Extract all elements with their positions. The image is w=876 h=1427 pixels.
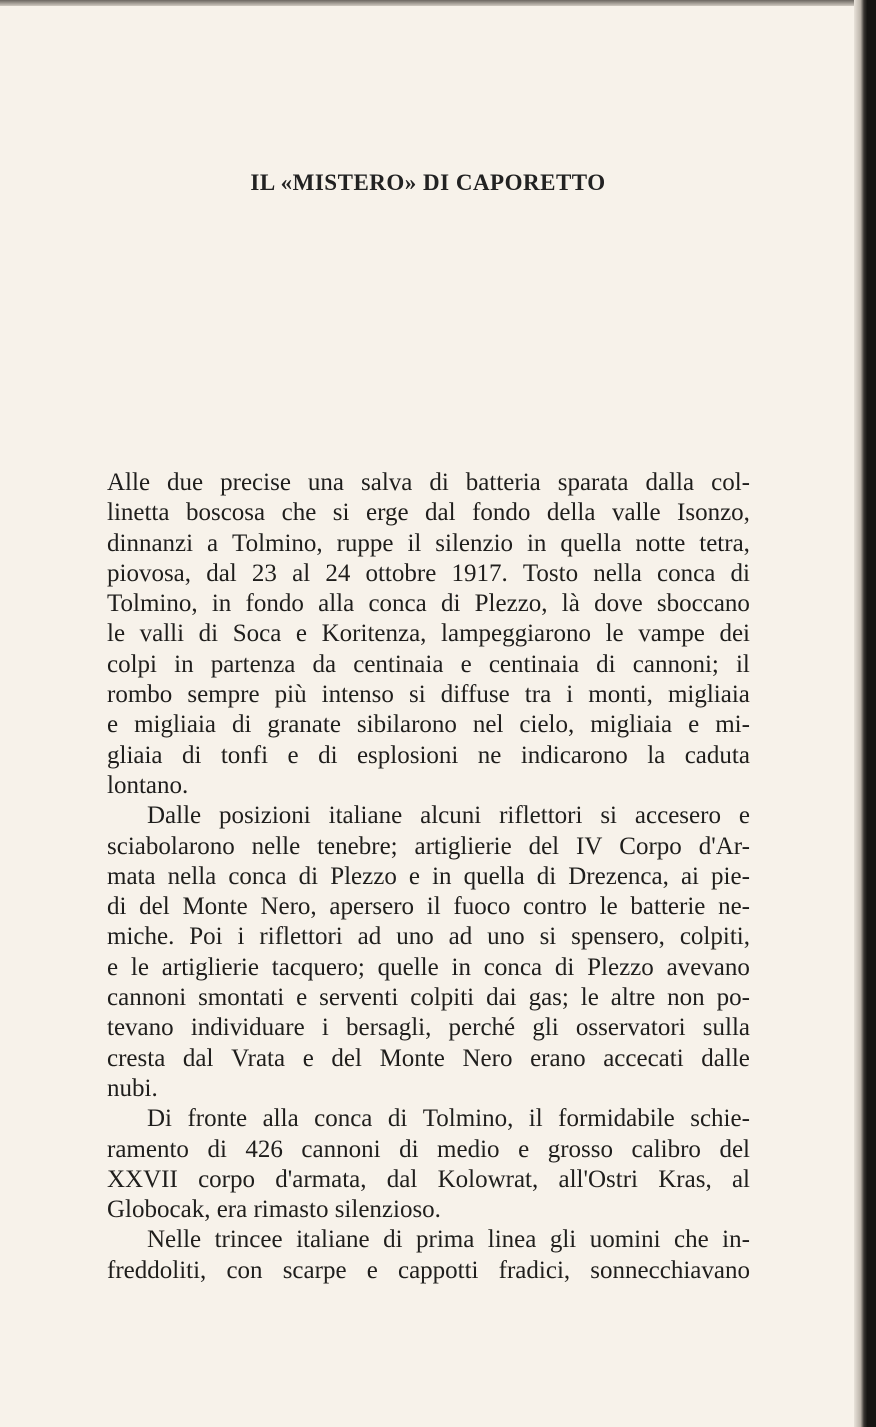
text-line: lontano. [107,771,189,799]
text-line: sciabolarono nelle tenebre; artiglierie del IV Corpo d'Ar- [107,832,750,860]
text-line: Globocak, era rimasto silenzioso. [107,1196,441,1224]
paragraph [107,1225,750,1286]
text-line: Alle due precise una salva di batteria sparata dalla col- [107,469,750,496]
text-line: XXVII corpo d'armata, dal Kolowrat, all'Ostri Kras, al [107,1165,750,1193]
text-line: linetta boscosa che si erge dal fondo della valle Isonzo, [107,499,750,527]
text-line: colpi in partenza da centinaia e centinaia di cannoni; il [107,650,750,678]
text-line: nubi. [107,1074,158,1102]
text-line: Dalle posizioni italiane alcuni riflettori si accesero e [147,802,750,830]
text-line: le valli di Soca e Koritenza, lampeggiarono le vampe dei [107,620,750,648]
text-line: di del Monte Nero, apersero il fuoco contro le batterie ne- [107,893,750,921]
text-line: mata nella conca di Plezzo e in quella di Drezenca, ai pie- [107,862,750,890]
paragraph [107,468,750,801]
text-line: cresta dal Vrata e del Monte Nero erano accecati dalle [107,1044,750,1072]
text-line: cannoni smontati e serventi colpiti dai gas; le altre non po- [107,984,750,1012]
page-top-edge [0,0,876,6]
text-line: ramento di 426 cannoni di medio e grosso calibro del [107,1135,750,1163]
paragraph [107,801,750,1104]
text-line: e migliaia di granate sibilarono nel cielo, migliaia e mi- [107,711,750,739]
text-line: freddoliti, con scarpe e cappotti fradici, sonnecchiavano [107,1256,750,1284]
body-text [107,468,750,1286]
text-line: gliaia di tonfi e di esplosioni ne indicarono la caduta [107,741,750,769]
text-line: miche. Poi i riflettori ad uno ad uno si spensero, colpiti, [107,923,750,951]
text-line: Nelle trincee italiane di prima linea gli uomini che in- [147,1226,750,1254]
paragraph [107,1104,750,1225]
text-line: e le artiglierie tacquero; quelle in conca di Plezzo avevano [107,953,750,981]
text-line: rombo sempre più intenso si diffuse tra i monti, migliaia [107,681,750,709]
book-spine-shadow [854,0,876,1427]
text-line: Tolmino, in fondo alla conca di Plezzo, là dove sboccano [107,590,750,618]
text-line: Di fronte alla conca di Tolmino, il formidabile schie- [147,1105,750,1133]
text-line: tevano individuare i bersagli, perché gli osservatori sulla [107,1014,750,1042]
text-line: piovosa, dal 23 al 24 ottobre 1917. Tosto nella conca di [107,559,750,587]
chapter-title: IL «MISTERO» DI CAPORETTO [250,170,606,195]
text-line: dinnanzi a Tolmino, ruppe il silenzio in quella notte tetra, [107,529,750,557]
